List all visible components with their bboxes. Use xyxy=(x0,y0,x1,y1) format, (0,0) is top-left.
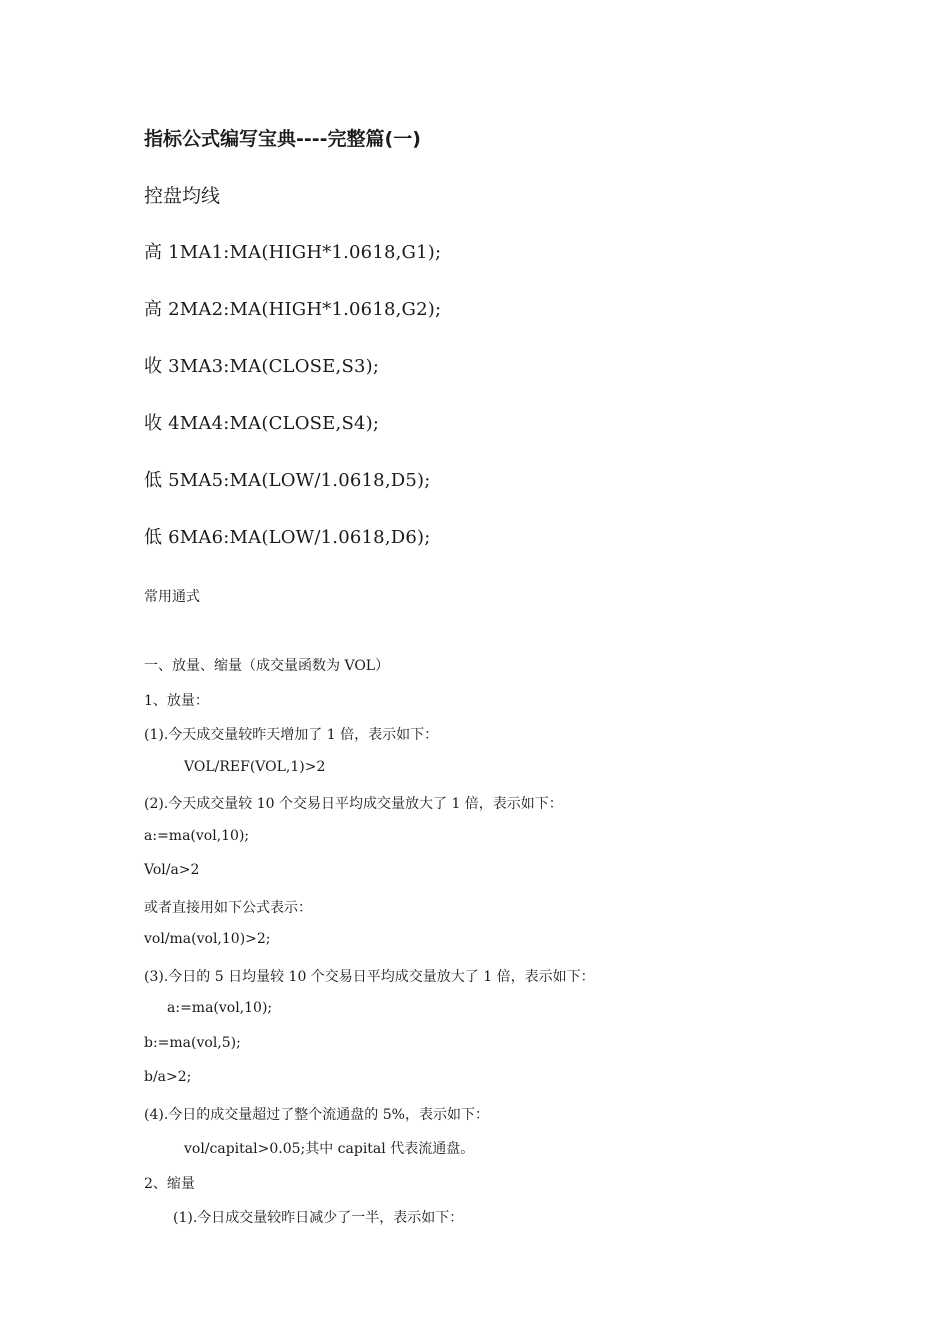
code-1-4: vol/capital>0.05;其中 capital 代表流通盘。 xyxy=(184,1141,475,1157)
ma-line-2: 高 2MA2:MA(HIGH*1.0618,G2); xyxy=(144,299,442,320)
code-1-2b: Vol/a>2 xyxy=(144,862,200,878)
document-title: 指标公式编写宝典----完整篇(一) xyxy=(144,128,421,150)
ma-line-3: 收 3MA3:MA(CLOSE,S3); xyxy=(144,356,380,377)
code-1-1: VOL/REF(VOL,1)>2 xyxy=(184,759,326,775)
subheading-fangliang: 1、放量： xyxy=(144,693,209,709)
subheading-suoliang: 2、缩量 xyxy=(144,1176,195,1192)
item-1-3: (3).今日的 5 日均量较 10 个交易日平均成交量放大了 1 倍，表示如下： xyxy=(144,969,595,985)
ma-line-4: 收 4MA4:MA(CLOSE,S4); xyxy=(144,413,380,434)
item-2-1: (1).今日成交量较昨日减少了一半，表示如下： xyxy=(173,1210,464,1226)
heading-volume: 一、放量、缩量（成交量函数为 VOL） xyxy=(144,658,390,674)
code-1-3b: b:=ma(vol,5); xyxy=(144,1035,241,1051)
item-1-1: (1).今天成交量较昨天增加了 1 倍，表示如下： xyxy=(144,727,439,743)
ma-line-5: 低 5MA5:MA(LOW/1.0618,D5); xyxy=(144,470,431,491)
section-heading-kongpan: 控盘均线 xyxy=(144,185,221,207)
item-1-4: (4).今日的成交量超过了整个流通盘的 5%，表示如下： xyxy=(144,1107,489,1123)
ma-line-6: 低 6MA6:MA(LOW/1.0618,D6); xyxy=(144,527,431,548)
text-1-2c: 或者直接用如下公式表示： xyxy=(144,900,312,916)
code-1-3a: a:=ma(vol,10); xyxy=(167,1000,273,1016)
item-1-2: (2).今天成交量较 10 个交易日平均成交量放大了 1 倍，表示如下： xyxy=(144,796,563,812)
code-1-2a: a:=ma(vol,10); xyxy=(144,828,250,844)
section-heading-changyong: 常用通式 xyxy=(144,589,200,605)
code-1-3c: b/a>2; xyxy=(144,1069,192,1085)
ma-line-1: 高 1MA1:MA(HIGH*1.0618,G1); xyxy=(144,242,442,263)
code-1-2d: vol/ma(vol,10)>2; xyxy=(144,931,271,947)
